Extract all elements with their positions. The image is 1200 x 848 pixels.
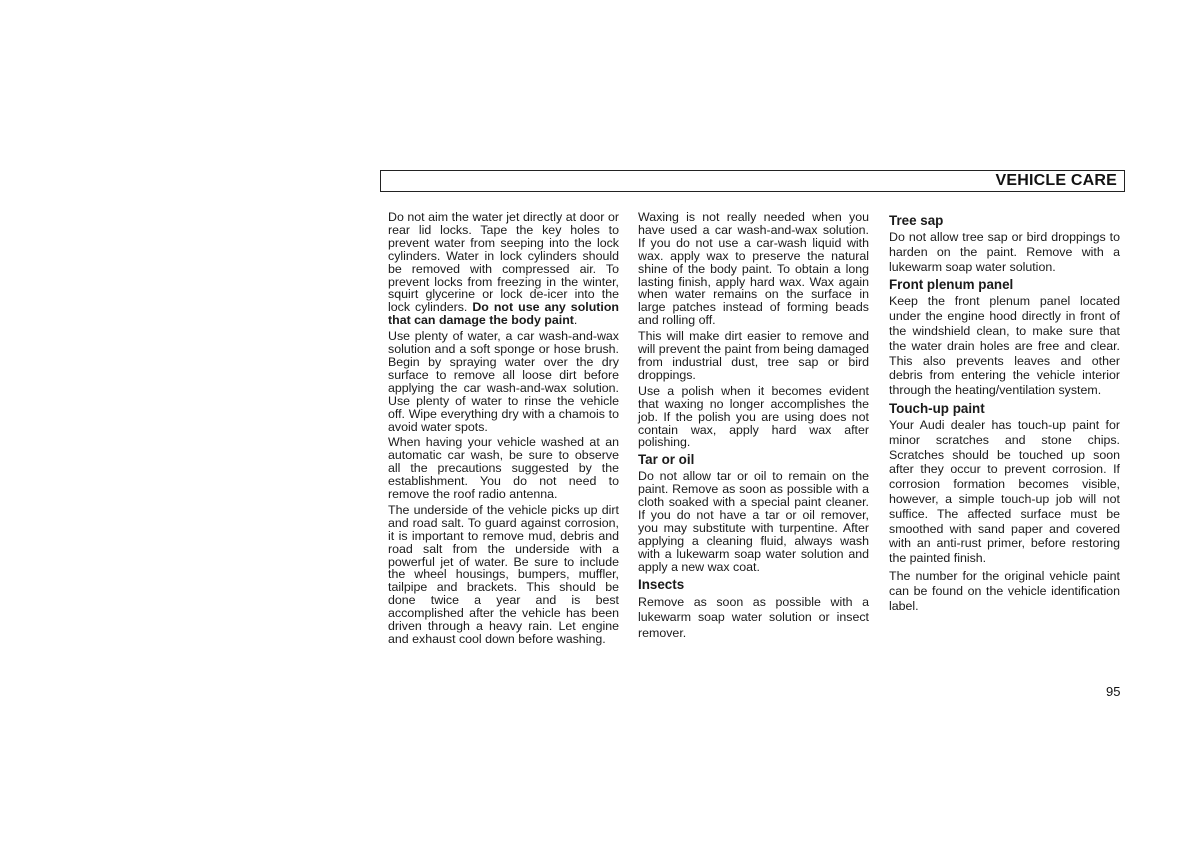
paragraph-wax-benefit: This will make dirt easier to remove and will prevent the paint from being damaged from industrial dust, tree sap or bird droppings.	[638, 329, 869, 382]
paragraph-underside: The underside of the vehicle picks up dirt and road salt. To guard against corrosion, it is important to remove mud, debris and road salt from the underside with a powerful jet of water. Be sure to include the wheel housings, bumpers, muffler, tailpipe and brackets. This should be done twice a year and is best accomplished after the vehicle has been driven through a heavy rain. Let engine and exhaust cool down before washing.	[388, 502, 619, 646]
paragraph-tar-oil: Do not allow tar or oil to remain on the paint. Remove as soon as possible with a cloth soaked with a special paint cleaner. If you do not have a tar or oil remover, you may substitute with turpentine. After applying a cleaning fluid, always wash with a lukewarm soap water solution and apply a new wax coat.	[638, 469, 869, 574]
paragraph-insects: Remove as soon as possible with a lukewarm soap water solution or insect remover.	[638, 594, 869, 640]
heading-front-plenum: Front plenum panel	[889, 277, 1014, 293]
heading-tar-oil: Tar or oil	[638, 452, 695, 468]
text-column-2	[638, 211, 869, 644]
paragraph-polish: Use a polish when it becomes evident that waxing no longer accomplishes the job. If the polish you are using does not contain wax, apply hard wax after polishing.	[638, 383, 869, 450]
heading-insects: Insects	[638, 576, 685, 592]
paragraph-waxing: Waxing is not really needed when you have used a car wash-and-wax solution. If you do not use a car-wash liquid with wax. apply wax to preserve the natural shine of the body paint. To obtain a long lasting finish, apply hard wax. Wax again when water remains on the surface in large patches instead of forming beads and rolling off.	[638, 210, 869, 328]
text-column-3	[889, 211, 1120, 616]
warning-bold-text: Do not use any solution that can damage the body paint	[388, 300, 619, 328]
paragraph-touch-up: Your Audi dealer has touch-up paint for minor scratches and stone chips. Scratches should be touched up soon after they occur to prevent corrosion. If corrosion formation becomes visible, however, a simple touch-up job will not suffice. The affected surface must be smoothed with sand paper and covered with an anti-rust primer, before restoring the painted finish.	[889, 417, 1120, 566]
section-header	[380, 170, 1125, 192]
paragraph-paint-number: The number for the original vehicle paint can be found on the vehicle identification label.	[889, 568, 1120, 613]
page-number: 95	[1106, 684, 1121, 699]
paragraph-text: Do not aim the water jet directly at door or rear lid locks. Tape the key holes to prevent water from seeping into the lock cylinders. Water in lock cylinders should be removed with compressed air. To prevent locks from freezing in the winter, squirt glycerine or lock de-icer into the lock cylinders.	[388, 210, 619, 315]
paragraph-front-plenum: Keep the front plenum panel located under the engine hood directly in front of the windshield clean, to make sure that the water drain holes are free and clear. This also prevents leaves and other debris from entering the vehicle interior through the heating/ventilation system.	[889, 294, 1120, 398]
paragraph-car-wash: When having your vehicle washed at an automatic car wash, be sure to observe all the precautions suggested by the establishment. You do not need to remove the roof radio antenna.	[388, 435, 619, 502]
paragraph-end: .	[573, 313, 578, 328]
paragraph-washing: Use plenty of water, a car wash-and-wax solution and a soft sponge or hose brush. Begin by spraying water over the dry surface to remove all loose dirt before applying the car wash-and-wax solution. Use plenty of water to rinse the vehicle off. Wipe everything dry with a chamois to avoid water spots.	[388, 329, 619, 434]
heading-touch-up: Touch-up paint	[889, 400, 985, 416]
section-title: VEHICLE CARE	[995, 172, 1117, 189]
paragraph-tree-sap: Do not allow tree sap or bird droppings to harden on the paint. Remove with a lukewarm soap water solution.	[889, 230, 1120, 274]
text-column-1	[388, 211, 619, 649]
paragraph-door-locks	[388, 211, 619, 327]
heading-tree-sap: Tree sap	[889, 213, 944, 228]
